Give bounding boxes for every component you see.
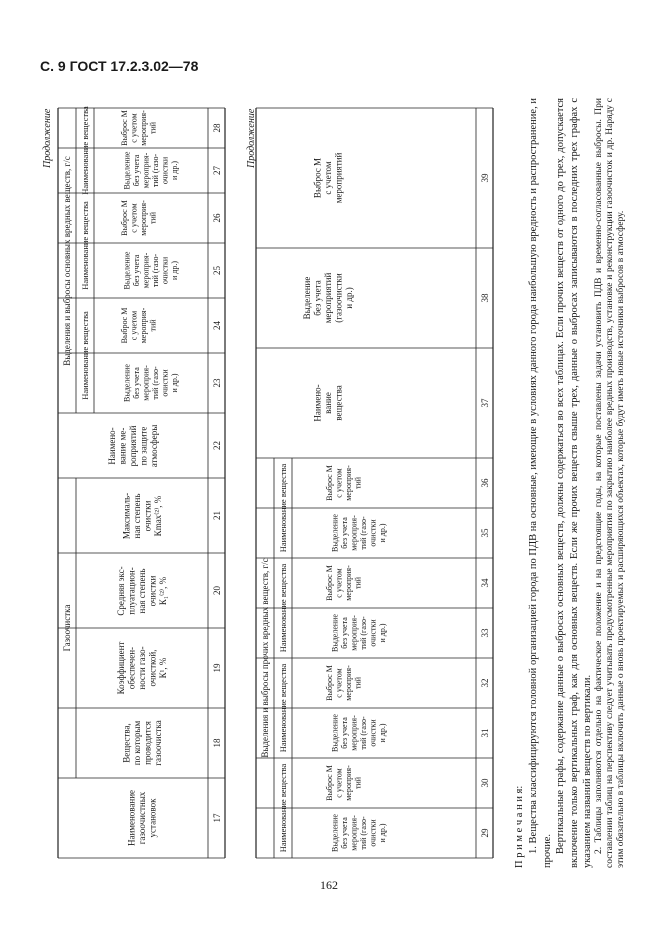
table-2-group-header: [260, 558, 270, 757]
continuation-label-1: Продолжение: [42, 108, 53, 168]
table-cell-line: тий: [353, 776, 363, 790]
table-cell-line: Выброс М: [119, 307, 129, 344]
table-cell-line: ности газо-: [137, 646, 147, 690]
table-cell-line: Выделения и выбросы основных вредных веществ, г/с: [62, 156, 72, 366]
note-2: 2. Таблицы заполняются отдельно на фактическое положение и на предстоящие годы, на которые поставлены задачи установить ПДВ и временно-согласованные выбросы. При составлении таблиц на перспективу следует учитывать предусмотренные мероприятия по закрытию наиболее вредных производств, установке и реконструкции газоочисток и др. Наряду с этим обязательно в таблицы включить данные о вновь проектируемых и расширяющихся объектах, которые будут иметь новые источники выбросов в атмосферу.: [594, 98, 626, 868]
table-cell-line: Выброс М: [119, 110, 129, 146]
table-cell-line: К₁⁽²⁾, %: [158, 576, 168, 606]
table-1-column-number: [212, 321, 222, 331]
table-2-header-38: [302, 273, 354, 324]
table-cell-line: мероприя-: [141, 365, 151, 401]
table-cell-line: тий (газо-: [358, 516, 368, 550]
table-2-column-number: [480, 293, 490, 303]
table-cell-line: мероприя-: [343, 765, 353, 801]
table-cell-line: атмосферы: [149, 424, 159, 468]
table-cell-line: и др.): [377, 723, 387, 743]
table-cell-line: 33: [480, 628, 490, 638]
table-cell-line: ная степень: [131, 493, 142, 539]
table-2-column-number: [480, 173, 490, 183]
table-1-header-21: [121, 493, 163, 539]
table-cell-line: 23: [212, 378, 222, 388]
table-cell-line: 37: [480, 398, 490, 408]
table-cell-line: с учетом: [334, 468, 344, 498]
table-cell-line: мероприя-: [349, 815, 359, 851]
table-2-header-37: [313, 384, 344, 421]
table-cell-line: тий (газо-: [150, 253, 160, 288]
rotated-content: [38, 98, 626, 868]
table-cell-line: 39: [480, 173, 490, 183]
table-cell-line: Наименование вещества: [278, 763, 288, 853]
table-1-column-number: [212, 441, 222, 450]
table-2-release-header: [330, 814, 387, 852]
table-cell-line: по которым: [131, 720, 142, 766]
table-cell-line: Выделение: [122, 251, 132, 290]
table-cell-line: Наимено-: [312, 384, 323, 422]
table-1-group-header-2: [62, 156, 72, 366]
table-cell-line: и др.): [169, 160, 179, 181]
table-cell-line: с учетом: [129, 113, 139, 143]
table-cell-line: Выделение: [330, 714, 340, 752]
table-cell-line: и др.): [169, 373, 179, 393]
table-cell-line: мероприя-: [141, 252, 151, 289]
table-cell-line: тий (газо-: [358, 616, 368, 650]
table-cell-line: 29: [480, 828, 490, 838]
notes-title: П р и м е ч а н и я:: [514, 785, 525, 868]
table-cell-line: вание ме-: [117, 427, 128, 465]
table-cell-line: без учета: [131, 154, 141, 187]
table-cell-line: Вещества,: [121, 723, 132, 763]
table-cell-line: очисткой,: [147, 649, 158, 687]
table-cell-line: 18: [212, 738, 222, 748]
table-1-column-number: [212, 213, 222, 223]
continuation-label-2: Продолжение: [246, 108, 257, 168]
table-cell-line: роприятий: [128, 425, 138, 467]
table-cell-line: без учета: [339, 717, 349, 749]
table-cell-line: 26: [212, 213, 222, 223]
table-1-release-header: [122, 151, 179, 189]
table-cell-line: мероприя-: [343, 665, 353, 701]
table-2-column-number: [480, 398, 490, 408]
table-2-column-number: [480, 578, 490, 588]
table-cell-line: мероприя-: [138, 307, 148, 344]
table-cell-line: 38: [480, 293, 490, 303]
table-1-column-number: [212, 813, 222, 823]
table-2-emission-header: [325, 465, 363, 501]
table-2-column-number: [480, 828, 490, 838]
table-cell-line: 30: [480, 778, 490, 788]
table-1-substance-header: [80, 201, 90, 290]
table-cell-line: и др.): [344, 287, 354, 309]
table-cell-line: очистки: [368, 819, 378, 847]
table-cell-line: 35: [480, 528, 490, 538]
table-1-header-17: [127, 790, 158, 846]
table-cell-line: с учетом: [334, 668, 344, 698]
table-cell-line: без учета: [339, 517, 349, 549]
table-1-column-number: [212, 738, 222, 748]
table-cell-line: тий (газо-: [150, 153, 160, 188]
table-cell-line: установок: [147, 798, 158, 838]
table-cell-line: мероприя-: [349, 615, 359, 651]
table-2-column-number: [480, 628, 490, 638]
table-1-release-header: [122, 251, 179, 289]
table-2-emission-header: [325, 565, 363, 601]
table-cell-line: 24: [212, 321, 222, 330]
table-cell-line: Наименование вещества: [278, 463, 288, 553]
table-cell-line: тий: [353, 476, 363, 490]
table-cell-line: Выделение: [122, 151, 132, 190]
table-cell-line: 31: [480, 728, 490, 738]
table-cell-line: 25: [212, 266, 222, 275]
table-cell-line: без учета: [131, 367, 141, 399]
table-cell-line: тий (газо-: [150, 366, 160, 400]
table-cell-line: с учетом: [129, 310, 139, 341]
table-2-release-header: [330, 714, 387, 752]
table-cell-line: Выделение: [302, 276, 312, 320]
table-cell-line: 20: [212, 586, 222, 595]
table-cell-line: мероприя-: [343, 565, 353, 601]
table-cell-line: Кmax⁽²⁾, %: [152, 495, 163, 537]
table-cell-line: тий (газо-: [358, 716, 368, 750]
table-cell-line: мероприя-: [349, 715, 359, 751]
table-cell-line: Наименование вещества: [80, 201, 90, 290]
table-cell-line: и др.): [377, 523, 387, 543]
table-cell-line: 27: [212, 166, 222, 175]
table-cell-line: 28: [212, 123, 222, 133]
table-cell-line: и др.): [377, 823, 387, 843]
table-cell-line: мероприятий: [323, 272, 333, 324]
table-1-column-number: [212, 166, 222, 176]
table-1-header-20: [116, 566, 168, 615]
table-1-header-19: [116, 642, 168, 695]
table-cell-line: Выброс М: [324, 765, 334, 801]
table-cell-line: мероприя-: [141, 152, 151, 189]
table-cell-line: тий: [353, 676, 363, 690]
table-cell-line: тий: [148, 319, 158, 332]
table-2-substance-header: [278, 664, 288, 753]
table-cell-line: Выброс М: [119, 200, 129, 236]
table-cell-line: очистки: [142, 500, 153, 532]
table-cell-line: Наименование: [126, 789, 137, 847]
table-1-emission-header: [120, 200, 158, 236]
table-cell-line: очистки: [368, 719, 378, 747]
table-2-release-header: [330, 514, 387, 552]
table-cell-line: 32: [480, 678, 490, 688]
table-cell-line: Выделение: [330, 514, 340, 552]
table-cell-line: газоочистка: [152, 720, 163, 766]
table-2-substance-header: [278, 464, 288, 553]
table-1-column-number: [212, 266, 222, 276]
table-cell-line: Выделение: [330, 814, 340, 852]
table-1-column-number: [212, 586, 222, 596]
table-cell-line: без учета: [312, 280, 323, 316]
table-cell-line: очистки: [368, 519, 378, 547]
table-cell-line: проводится: [142, 721, 153, 765]
table-1-header-18: [121, 720, 163, 765]
table-1-substance-header: [80, 311, 90, 400]
table-cell-line: Выделение: [330, 614, 340, 652]
table-1-group-header: [62, 605, 72, 652]
table-cell-line: с учетом: [129, 203, 139, 233]
table-cell-line: тий: [353, 576, 363, 590]
table-cell-line: Наимено-: [107, 427, 117, 465]
table-cell-line: Выброс М: [324, 565, 334, 601]
table-1-emission-header: [120, 307, 158, 343]
table-2-column-number: [480, 778, 490, 788]
table-cell-line: мероприя-: [138, 200, 148, 236]
table-1-column-number: [212, 663, 222, 673]
table-cell-line: мероприя-: [349, 515, 359, 551]
table-cell-line: мероприятий: [333, 152, 344, 204]
table-cell-line: 19: [212, 663, 222, 673]
table-cell-line: Максималь-: [121, 492, 132, 540]
table-cell-line: Коэффициент: [116, 641, 126, 695]
table-cell-line: с учетом: [323, 161, 333, 195]
table-2-column-number: [480, 478, 490, 488]
table-1-column-number: [212, 378, 222, 388]
table-cell-line: Газоочистка: [62, 604, 72, 652]
table-cell-line: без учета: [339, 617, 349, 649]
table-cell-line: Выделения и выбросы прочих вредных веществ, г/с: [260, 558, 270, 758]
table-cell-line: без учета: [131, 254, 141, 287]
table-cell-line: тий (газо-: [358, 816, 368, 850]
table-cell-line: газоочистных: [137, 791, 147, 845]
page-header: С. 9 ГОСТ 17.2.3.02—78: [40, 58, 199, 74]
table-cell-line: тий: [148, 121, 158, 135]
table-cell-line: и др.): [169, 260, 179, 281]
table-cell-line: вещества: [333, 385, 344, 421]
table-2-header-39: [313, 153, 344, 204]
table-1-header-22: [107, 425, 159, 468]
table-cell-line: очистки: [368, 619, 378, 647]
table-cell-line: с учетом: [334, 768, 344, 798]
table-cell-line: 36: [480, 478, 490, 488]
table-1-release-header: [122, 364, 179, 402]
table-cell-line: по защите: [138, 426, 149, 466]
table-cell-line: Наименование вещества: [80, 106, 90, 195]
table-cell-line: и др.): [377, 623, 387, 643]
table-cell-line: плуатацион-: [126, 567, 137, 615]
table-cell-line: 17: [212, 813, 222, 823]
table-cell-line: Средняя экс-: [116, 566, 126, 616]
table-2-release-header: [330, 614, 387, 652]
table-cell-line: Выброс М: [324, 665, 334, 701]
table-2-substance-header: [278, 564, 288, 653]
table-cell-line: очистки: [160, 156, 170, 185]
table-cell-line: Выделение: [122, 364, 132, 402]
table-2-emission-header: [325, 665, 363, 701]
table-2-emission-header: [325, 765, 363, 801]
table-2-column-number: [480, 528, 490, 538]
table-cell-line: (газоочистки: [333, 273, 344, 323]
table-cell-line: очистки: [147, 575, 158, 607]
table-1-emission-header: [120, 110, 158, 146]
table-cell-line: вание: [323, 392, 333, 414]
table-cell-line: мероприя-: [343, 465, 353, 501]
table-cell-line: 34: [480, 578, 490, 588]
table-cell-line: мероприя-: [138, 110, 148, 146]
table-cell-line: тий: [148, 211, 158, 225]
table-cell-line: Выброс М: [324, 465, 334, 501]
table-cell-line: ная степень: [137, 568, 147, 614]
table-cell-line: без учета: [339, 817, 349, 849]
table-1-substance-header: [80, 106, 90, 195]
table-cell-line: 21: [212, 511, 222, 520]
table-cell-line: очистки: [160, 369, 170, 397]
table-cell-line: Выброс М: [312, 157, 323, 199]
table-2-column-number: [480, 729, 490, 738]
table-cell-line: К¹, %: [158, 657, 168, 679]
table-cell-line: очистки: [160, 256, 170, 285]
table-cell-line: Наименование вещества: [80, 311, 90, 400]
table-cell-line: Наименование вещества: [278, 563, 288, 653]
table-cell-line: с учетом: [334, 568, 344, 598]
note-1: 1. Вещества классифицируются головной организацией города по ПДВ на основные, имеющие в условиях данного города наибольшую вредность и распространение, и прочие.: [528, 98, 553, 868]
table-cell-line: 22: [212, 441, 222, 450]
table-2-substance-header: [278, 764, 288, 853]
table-1-column-number: [212, 511, 222, 520]
table-cell-line: Наименование вещества: [278, 663, 288, 753]
table-cell-line: обеспечен-: [126, 646, 137, 690]
table-1-column-number: [212, 123, 222, 133]
table-2-column-number: [480, 679, 490, 688]
note-1-continued: Вертикальные графы, содержание данные о выбросах основных веществ, должны содержаться во всех таблицах. Если прочих веществ от одного до трех, допускается включение только вертикальных граф, как для основных веществ. Если же прочих веществ свыше трех, данные о выбросах записываются в последних трех графах с указанием названий веществ по вертикали.: [555, 98, 593, 868]
page-number: 162: [320, 878, 338, 892]
